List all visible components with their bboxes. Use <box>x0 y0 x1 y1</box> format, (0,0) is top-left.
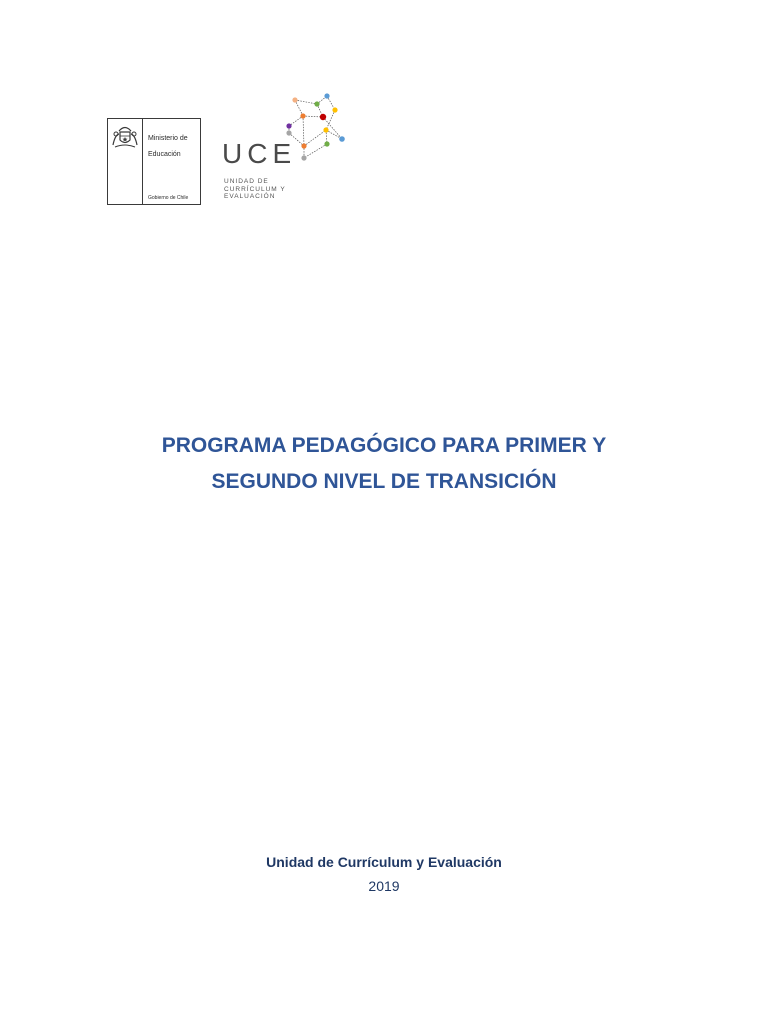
uce-subtitle-line2: CURRÍCULUM Y <box>224 185 286 193</box>
ministry-logo-divider <box>142 119 143 204</box>
ministry-name-line2: Educación <box>148 151 181 158</box>
document-title-line1: PROGRAMA PEDAGÓGICO PARA PRIMER Y <box>161 434 607 457</box>
uce-subtitle <box>224 178 314 201</box>
uce-subtitle-line3: EVALUACIÓN <box>224 193 276 200</box>
government-of-chile-label: Gobierno de Chile <box>148 195 189 201</box>
publication-year: 2019 <box>368 878 400 894</box>
uce-subtitle-line1: UNIDAD DE <box>224 178 269 185</box>
ministry-name <box>148 127 200 159</box>
document-title <box>84 428 684 500</box>
issuing-unit: Unidad de Currículum y Evaluación <box>266 854 502 870</box>
ministry-of-education-logo <box>107 118 201 205</box>
ministry-name-line1: Ministerio de <box>148 135 188 142</box>
document-title-line2: SEGUNDO NIVEL DE TRANSICIÓN <box>211 470 557 493</box>
uce-logo <box>220 88 350 210</box>
chile-coat-of-arms-icon <box>111 125 139 149</box>
uce-acronym: UCE <box>222 138 297 169</box>
